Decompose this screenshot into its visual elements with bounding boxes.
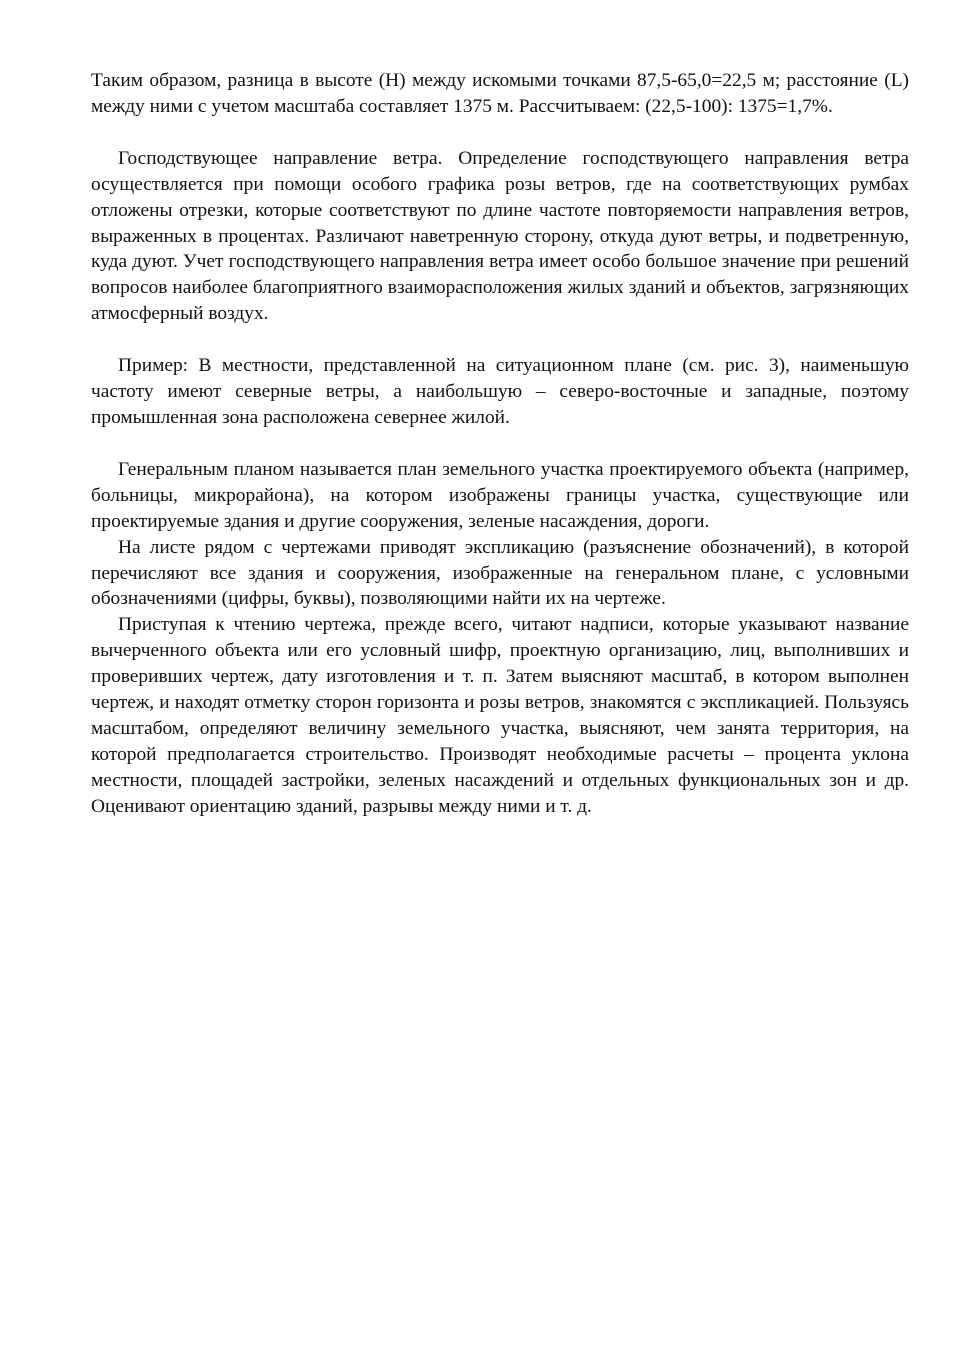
paragraph-height-difference: Таким образом, разница в высоте (Н) между искомыми точками 87,5-65,0=22,5 м; расстояние (L) между ними с учетом масштаба составляет 1375 м. Рассчитываем: (22,5-100): 1375=1,7%. (91, 70, 909, 117)
document-page (91, 68, 909, 820)
paragraph-reading-drawing: Приступая к чтению чертежа, прежде всего, читают надписи, которые указывают название вычерченного объекта или его условный шифр, проектную организацию, лиц, выполнивших и проверивших чертеж, дату изготовления и т. п. Затем выясняют масштаб, в котором выполнен чертеж, и находят отметку сторон горизонта и розы ветров, знакомятся с экспликацией. Пользуясь масштабом, определяют величину земельного участка, выясняют, чем занята территория, на которой предполагается строительство. Производят необходимые расчеты – процента уклона местности, площадей застройки, зеленых насаждений и отдельных функциональных зон и др. Оценивают ориентацию зданий, разрывы между ними и т. д. (91, 614, 909, 817)
paragraph-general-plan: Генеральным планом называется план земельного участка проектируемого объекта (например, больницы, микрорайона), на котором изображены границы участка, существующие или проектируемые здания и другие сооружения, зеленые насаждения, дороги. (91, 458, 909, 532)
paragraph-prevailing-wind: Господствующее направление ветра. Определение господствующего направления ветра осуществляется при помощи особого графика розы ветров, где на соответствующих румбах отложены отрезки, которые соответствуют по длине частоте повторяемости направления ветров, выраженных в процентах. Различают наветренную сторону, откуда дуют ветры, и подветренную, куда дуют. Учет господствующего направления ветра имеет особо большое значение при решений вопросов наиболее благоприятного взаиморасположения жилых зданий и объектов, загрязняющих атмосферный воздух. (91, 147, 909, 325)
paragraph-explication: На листе рядом с чертежами приводят экспликацию (разъяснение обозначений), в которой перечисляют все здания и сооружения, изображенные на генеральном плане, с условными обозначениями (цифры, буквы), позволяющими найти их на чертеже. (91, 536, 909, 610)
paragraph-example: Пример: В местности, представленной на ситуационном плане (см. рис. 3), наименьшую частоту имеют северные ветры, а наибольшую – северо-восточные и западные, поэтому промышленная зона расположена севернее жилой. (91, 355, 909, 428)
